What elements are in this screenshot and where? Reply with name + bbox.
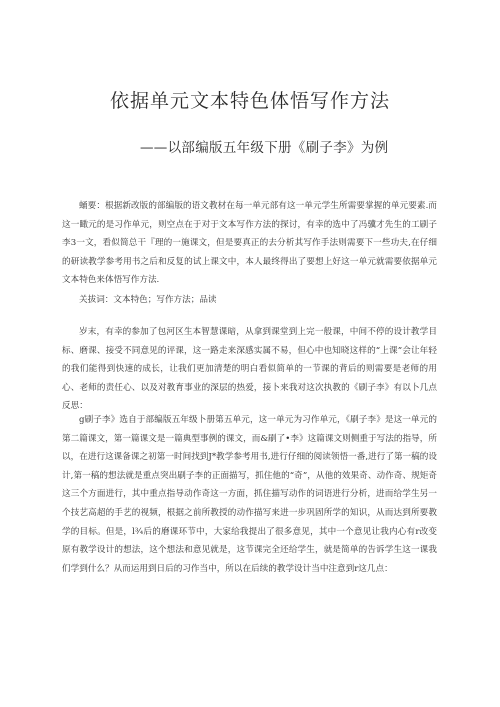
body-paragraph-1: 岁末，有幸的参加了包河区生本智慧课暗，从拿到课堂到上完一般课，中间不停的设计教学目标、磨课、接受不同意见的评课，这一路走来深感实属不易，但心中也知晓这样的“上课”会让年轻的我们能得到快速的成长，让我们更加清楚的明白看似简单的一节课的背后的则需要是老师的用心、老师的责任心、以及对教育事业的深层的热爱，接卜来我对这次执教的《刷子李》有以卜几点反思： (62, 327, 437, 412)
body-paragraph-2: g刷子李》选自于部编版五年级卜册第五单元，这一单元为习作单元，《刷子李》是这一单元的第二篇课文，第一篇课文是一篇典型事例的课文，而&刷了•李》这篇课文则侧重于写法的指导，所以，在进行这课备课之初第一时间找到J*教学参考用书,进行仔细的阅读领悟一番,进行了第一稿的设计,第一稿的想法就是重点突出刷子李的正面描写，抓住他的“奇”，从他的效果奇、动作奇、规矩奇这三个方面进行，其中重点指导动作奇这一方面，抓住描写动作的词语进行分析，进而给学生另一个技艺高超的手艺的视频，根据之前所教授的动作描写来进一步巩固所学的知识，从而达到所要教学的目标。但是，l¾后的磨课环节中，大家给我提出了很多意见，其中一个意见让我内心有r改变原有教学设计的想法，这个想法和意见就是，这节课完全还给学生，就是简单的告诉学生这一课我们学到什么？从而运用到日后的习作当中，所以在后续的教学设计当中注意到r这几点： (62, 415, 437, 574)
abstract-paragraph: 蛹要：根据新改版的部编版的语文教材在每一单元部有这一单元学生所需要掌握的单元要素.而这一瞰元的是习作单元，则空点在于对于文本写作方法的探讨，有幸的选中了冯骥才先生的工刷子李3一文，看似简总干『理的一施课文，但是要真正的去分析其写作手法则需要下一些功夫,在仔细的研读教学参考用书之后和反复的试上课文中，本人最终得出了要想上好这一单元就需要依据单元文本特色来体悟写作方法. (62, 201, 437, 286)
keywords-line: 关拔词：文本特色；写作方法；品读 (79, 295, 217, 305)
document-subtitle: ——以部编版五年级下册《刷子李》为例 (140, 140, 389, 156)
document-title: 依据单元文本特色体悟写作方法 (109, 90, 390, 112)
